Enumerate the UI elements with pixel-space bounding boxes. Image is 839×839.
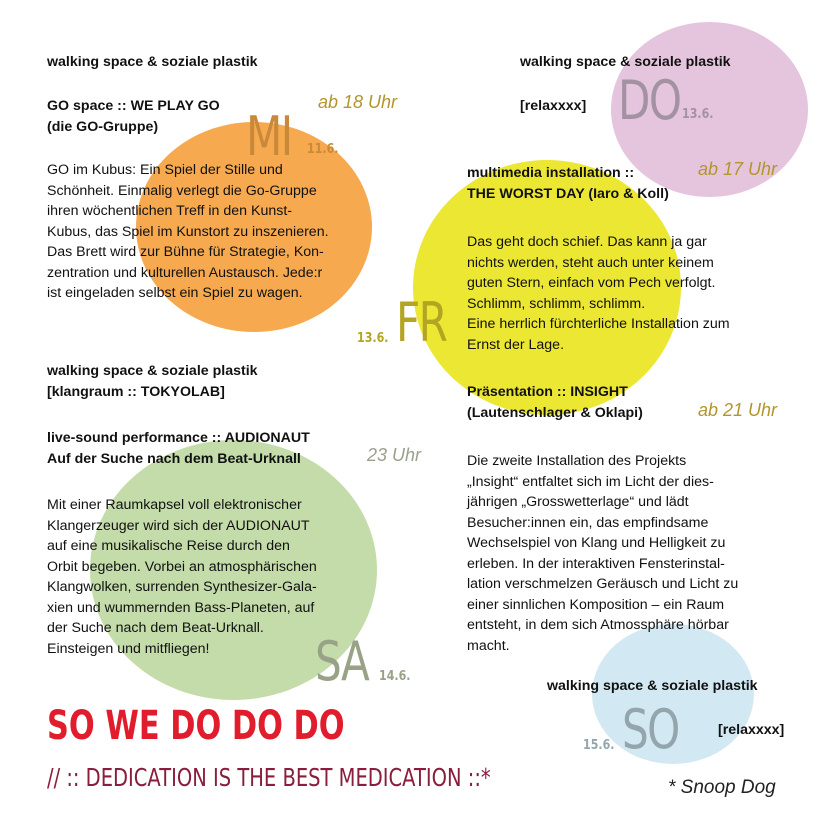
sa-series-label: walking space & soziale plastik [47,363,258,379]
fr-event-2-description: Die zweite Installation des Projekts „Insight“ entfaltet sich im Licht der dies- jährigen „Grosswetterlage“ und lädt Besucher:innen ein, das empfindsame Wechselspiel von Klang und Helligkeit zu erleben. In der interaktiven Fensterinstal- lation verschmelzen Geräusch und Licht zu einer sinnlichen Komposition – ein Raum entsteht, in dem sich Atmossphäre hörbar macht. [467,453,739,654]
mi-event-title: GO space :: WE PLAY GO [47,98,220,114]
sa-event-2-title: live-sound performance :: AUDIONAUT [47,430,310,446]
fr-day-label: FR [396,291,447,354]
mi-event-time: ab 18 Uhr [318,92,398,112]
sa-event-2-time: 23 Uhr [367,445,422,465]
fr-event-1-time: ab 17 Uhr [698,159,778,179]
so-day-date: 15.6. [583,738,615,753]
mi-event-description: GO im Kubus: Ein Spiel der Stille und Schönheit. Einmalig verlegt die Go-Gruppe ihren wöchentlichen Treff in den Kunst- Kubus, das Spiel im Kunstort zu inszenieren. Das Brett wird zur Bühne für Strategie, Kon- zentration und kulturellen Austausch. Jede:r ist eingeladen selbst ein Spiel zu wagen. [47,162,329,301]
do-event-title: [relaxxxx] [520,98,587,114]
so-series-label: walking space & soziale plastik [547,678,758,694]
mi-day-date: 11.6. [307,142,339,157]
sa-event-2-subtitle: Auf der Suche nach dem Beat-Urknall [47,451,301,467]
sa-event-2-description: Mit einer Raumkapsel voll elektronischer Klangerzeuger wird sich der AUDIONAUT auf eine musikalische Reise durch den Orbit begeben. Vorbei an atmosphärischen Klangwolken, surrenden Synthesizer-Gala- xien und wummernden Bass-Planeten, auf der Suche nach dem Beat-Urknall. Einsteigen und mitfliegen! [47,497,317,657]
mi-series-label: walking space & soziale plastik [47,54,258,70]
fr-event-2-subtitle: (Lautenschlager & Oklapi) [467,405,643,421]
fr-day-date: 13.6. [357,331,389,346]
fr-event-2-title: Präsentation :: INSIGHT [467,384,628,400]
so-event-title: [relaxxxx] [718,722,785,738]
fr-event-1-description: Das geht doch schief. Das kann ja gar nichts werden, steht auch unter keinem guten Stern, einfach vom Pech verfolgt. Schlimm, schlimm, schlimm. Eine herrlich fürchterliche Installation zum Ernst der Lage. [467,234,730,353]
do-day-label: DO [618,69,681,132]
sa-day-label: SA [315,630,369,693]
sa-day-date: 14.6. [379,669,411,684]
sa-event-1-title: [klangraum :: TOKYOLAB] [47,384,225,400]
mi-event-subtitle: (die GO-Gruppe) [47,119,159,135]
mi-day-label: MI [246,105,292,168]
fr-event-1-title: multimedia installation :: [467,165,635,181]
do-series-label: walking space & soziale plastik [520,54,731,70]
fr-event-2-time: ab 21 Uhr [698,400,778,420]
fr-event-1-subtitle: THE WORST DAY (Iaro & Koll) [467,186,669,202]
so-day-label: SO [622,698,679,761]
quote-attribution: * Snoop Dog [668,777,776,798]
subline: // :: DEDICATION IS THE BEST MEDICATION ::* [47,763,491,792]
do-day-date: 13.6. [682,107,714,122]
headline: SO WE DO DO DO [47,703,345,749]
